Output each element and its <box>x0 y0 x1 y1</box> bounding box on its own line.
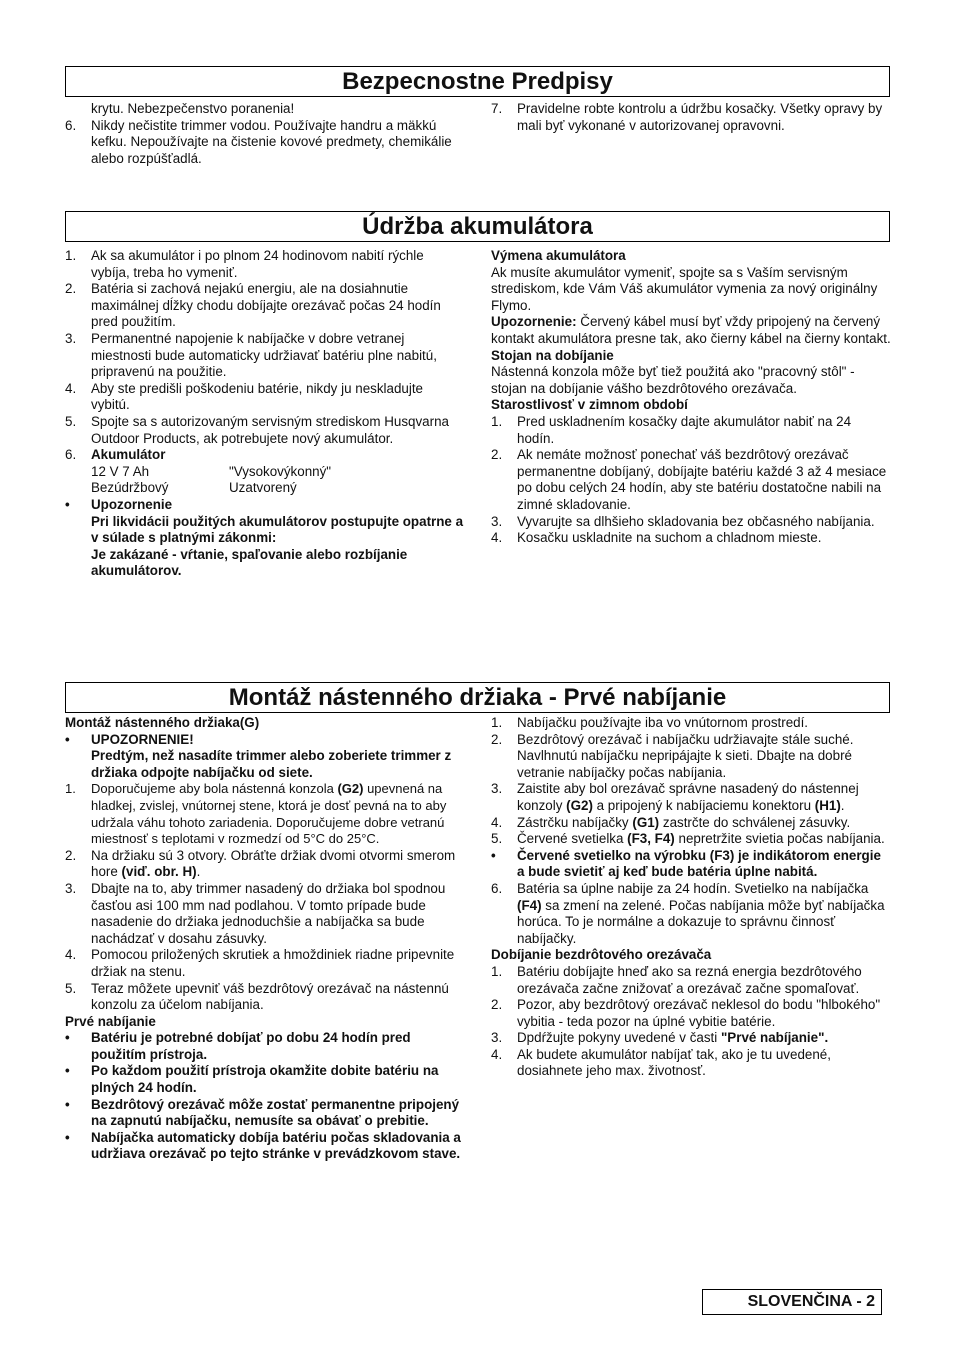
item-text: Batériu dobíjajte hneď ako sa rezná energia bezdrôtového orezávača začne znižovať a orezávač začne spomaľovať. <box>517 963 862 996</box>
item-text: Batéria si zachová nejakú energiu, ale na dosiahnutie maximálnej dĺžky chodu dobíjajte orezávač počas 24 hodín pred použitím. <box>91 281 441 330</box>
subheading-winter-care: Starostlivosť v zimnom období <box>491 397 688 413</box>
bullet-marker: • <box>65 1030 70 1046</box>
mount-step-4 <box>65 947 465 980</box>
item-text: Aby ste predišli poškodeniu batérie, nikdy ju neskladujte vybitú. <box>91 380 423 413</box>
bullet-marker: • <box>65 496 70 512</box>
winter-care-item <box>491 447 891 513</box>
item-number: 3. <box>65 880 77 896</box>
item-number: 5. <box>65 980 77 996</box>
battery-maintenance-item <box>65 331 465 381</box>
recharge-step-2 <box>491 997 891 1030</box>
item-text: Dpdŕžujte pokyny uvedené v časti <box>517 1030 721 1046</box>
battery-maintenance-item <box>65 381 465 414</box>
ref-code: (F3, F4) <box>627 831 675 847</box>
item-text: Po každom použití prístroja okamžite dobite batériu na plných 24 hodín. <box>91 1063 439 1096</box>
charge-step-6 <box>491 881 891 947</box>
note-label: Upozornenie: <box>491 314 577 330</box>
item-number: 6. <box>65 447 77 463</box>
page-footer-language-label: SLOVENČINA - 2 <box>702 1289 882 1315</box>
mount-step-5 <box>65 981 465 1014</box>
item-number: 4. <box>491 1046 503 1062</box>
battery-maintenance-item <box>65 414 465 447</box>
wall-mount-right-column <box>491 715 891 1080</box>
winter-care-item <box>491 530 891 547</box>
warning-heading: UPOZORNENIE! <box>91 731 194 747</box>
recharge-step-3 <box>491 1030 891 1047</box>
winter-care-item <box>491 414 891 447</box>
subheading-wall-mount: Montáž nástenného držiaka(G) <box>65 715 260 730</box>
paragraph: Ak musíte akumulátor vymeniť, spojte sa s Vaším servisným strediskom, kde Vám Váš akumulátor vymenia za nový originálny Flymo. <box>491 264 878 313</box>
section-title-battery-maintenance: Údržba akumulátora <box>65 211 890 242</box>
battery-left-column <box>65 248 465 580</box>
item-number: 1. <box>491 963 503 979</box>
item-text: Pred uskladnením kosačky dajte akumulátor nabiť na 24 hodín. <box>517 413 852 446</box>
safety-left-column <box>65 101 465 167</box>
recharge-step-4 <box>491 1047 891 1080</box>
bullet-marker: • <box>65 731 70 747</box>
charge-step-5 <box>491 831 891 848</box>
battery-right-column <box>491 248 891 547</box>
charge-step-4 <box>491 815 891 832</box>
battery-item-6 <box>65 447 465 464</box>
item-number: 2. <box>491 447 503 463</box>
item-text: Nabíjačku používajte iba vo vnútornom prostredí. <box>517 715 809 730</box>
item-number: 1. <box>65 248 77 263</box>
disposal-warning <box>65 497 465 580</box>
item-number: 3. <box>491 781 503 797</box>
item-text: Kosačku uskladnite na suchom a chladnom mieste. <box>517 530 822 546</box>
item-text: Vyvarujte sa dlhšieho skladovania bez občasného nabíjania. <box>517 513 875 529</box>
wall-mount-warning <box>65 732 465 782</box>
item-number: 6. <box>65 117 77 133</box>
spec-value: "Vysokovýkonný" <box>229 463 332 479</box>
subheading-recharging: Dobíjanie bezdrôtového orezávača <box>491 947 712 963</box>
ref-code: (viď. obr. H) <box>121 864 197 880</box>
item-number: 1. <box>65 781 76 797</box>
item-number: 4. <box>491 530 503 546</box>
item-text: Bezdrôtový orezávač i nabíjačku udržiavajte stále suché. Navlhnutú nabíjačku nepripájajte k sieti. Dbajte na dobré vetranie nabíjačky počas nabíjania. <box>517 731 854 780</box>
item-text: Zaistite aby bol orezávač správne nasadený do nástennej konzoly <box>517 781 859 813</box>
bullet-marker: • <box>65 1063 70 1079</box>
safety-right-column <box>491 101 891 134</box>
section-title-wall-mount: Montáž nástenného držiaka - Prvé nabíjanie <box>65 682 890 713</box>
item-text: nepretržite svietia počas nabíjania. <box>674 831 885 847</box>
item-text: Červené svetielka <box>517 831 628 847</box>
ref-code: (H1) <box>814 797 841 813</box>
recharge-step-1 <box>491 964 891 997</box>
item-text: Bezdrôtový orezávač môže zostať permanentne pripojený na zapnutú nabíjačku, nemusíte sa obávať o prebitie. <box>91 1096 460 1129</box>
item-number: 3. <box>491 1030 503 1046</box>
item-number: 4. <box>491 814 503 830</box>
item-text: Pomocou priložených skrutiek a hmoždiniek riadne pripevnite držiak na stenu. <box>91 947 455 979</box>
note-text: Červený kábel musí byť vždy pripojený na červený kontakt akumulátora presne tak, ako čierny kábel na čierny kontakt. <box>491 314 891 346</box>
item-number: 6. <box>491 880 503 896</box>
item-number: 5. <box>491 831 503 847</box>
safety-item-6 <box>65 118 465 168</box>
ref-code: (G1) <box>632 814 660 830</box>
item-number: 7. <box>491 101 503 116</box>
item-text: Nikdy nečistite trimmer vodou. Používajte handru a mäkkú kefku. Nepoužívajte na čistenie kovové predmety, chemikálie alebo rozpúšťadlá. <box>91 117 452 166</box>
charge-step-3 <box>491 781 891 814</box>
first-charge-item <box>65 1097 465 1130</box>
warning-heading: Upozornenie <box>91 496 173 512</box>
bullet-marker: • <box>491 847 496 863</box>
item-text: Batériu je potrebné dobíjať po dobu 24 hodín pred použitím prístroja. <box>91 1030 411 1062</box>
item-text: Nabíjačka automaticky dobíja batériu počas skladovania a udržiava orezávač po tejto stránke v prevádzkovom stave. <box>91 1129 461 1162</box>
warning-text: Je zakázané - vŕtanie, spaľovanie alebo rozbíjanie akumulátorov. <box>91 546 408 579</box>
battery-maintenance-list <box>65 248 465 447</box>
mount-step-1 <box>65 781 465 847</box>
item-text: Teraz môžete upevniť váš bezdrôtový orezávač na nástennú konzolu za účelom nabíjania. <box>91 980 449 1013</box>
first-charge-item <box>65 1130 465 1163</box>
safety-item-5-continued: krytu. Nebezpečenstvo poranenia! <box>91 101 295 116</box>
item-text: Dbajte na to, aby trimmer nasadený do držiaka bol spodnou časťou asi 100 mm nad podlahou. V tomto prípade bude nasadenie do držiaka jednoduchšie a nabíjačka sa bude nachádzať v dosahu zásuvky. <box>91 880 446 946</box>
subheading-charging-stand: Stojan na dobíjanie <box>491 347 614 363</box>
item-number: 4. <box>65 947 77 963</box>
item-text: Spojte sa s autorizovaným servisným strediskom Husqvarna Outdoor Products, ak potrebujete nový akumulátor. <box>91 413 449 446</box>
charge-step-1 <box>491 715 891 732</box>
safety-item-7 <box>491 101 891 134</box>
item-text: Batéria sa úplne nabije za 24 hodín. Svetielko na nabíjačka <box>517 880 869 896</box>
spec-value: Uzatvorený <box>229 480 297 496</box>
item-text: Na držiaku sú 3 otvory. Obráťte držiak dvomi otvormi smerom hore <box>91 847 456 880</box>
indicator-note <box>491 848 891 881</box>
item-text: upevnená na hladkej, zvislej, vnútornej stene, ktorá je dosť pevná na to aby udržala váhu tohoto zariadenia. Doporučujeme dobre vetranú miestnosť s teplotami v rozmedzí od 5°C do 25°C. <box>91 781 447 847</box>
first-charge-bullets <box>65 1030 465 1163</box>
item-text: . <box>196 864 201 880</box>
ref-code: (G2) <box>337 781 364 797</box>
item-text: Ak nemáte možnosť ponechať váš bezdrôtový orezávač permanentne dobíjaný, dobíjajte batériu každé 3 až 4 mesiace po dobu celých 24 hodín, aby ste batériu dostatočne nabili na zimné skladovanie. <box>517 447 887 512</box>
charge-step-2 <box>491 732 891 782</box>
subheading-battery-replacement: Výmena akumulátora <box>491 248 626 263</box>
item-text: sa zmení na zelené. Počas nabíjania môže byť nabíjačka horúca. To je normálne a dokazuje to správnu činnosť nabíjačky. <box>517 897 885 946</box>
item-number: 2. <box>491 997 503 1013</box>
warning-text: Pri likvidácii použitých akumulátorov postupujte opatrne a v súlade s platnými zákonmi: <box>91 513 464 546</box>
item-number: 1. <box>491 715 503 730</box>
battery-maintenance-item <box>65 248 465 281</box>
item-text: Červené svetielko na výrobku (F3) je indikátorom energie a bude svietiť aj keď bude batéria úplne nabitá. <box>517 847 881 880</box>
ref-code: "Prvé nabíjanie". <box>720 1030 829 1046</box>
mount-step-3 <box>65 881 465 947</box>
item-text: . <box>840 797 845 813</box>
item-number: 2. <box>65 281 77 297</box>
item-text: zastrčte do schválenej zásuvky. <box>659 814 851 830</box>
ref-code: (F4) <box>517 897 542 913</box>
wall-mount-left-column <box>65 715 465 1163</box>
first-charge-item <box>65 1030 465 1063</box>
item-text: Pozor, aby bezdrôtový orezávač neklesol do bodu "hlbokého" vybitia - teda pozor na úplné vybitie batérie. <box>517 997 881 1029</box>
item-text: a pripojený k nabíjaciemu konektoru <box>592 797 815 813</box>
winter-care-item <box>491 514 891 531</box>
item-number: 3. <box>491 513 503 529</box>
paragraph: Nástenná konzola môže byť tiež použitá ako "pracovný stôl" - stojan na dobíjanie vášho bezdrôtového orezávača. <box>491 364 855 396</box>
battery-spec-heading: Akumulátor <box>91 447 166 463</box>
item-number: 2. <box>65 847 77 863</box>
spec-key: 12 V 7 Ah <box>91 463 150 479</box>
mount-step-2 <box>65 848 465 881</box>
cable-note <box>491 314 891 347</box>
item-text: Zástrčku nabíjačky <box>517 814 633 830</box>
battery-spec-row <box>65 464 465 481</box>
bullet-marker: • <box>65 1129 70 1145</box>
item-text: Doporučujeme aby bola nástenná konzola <box>91 781 338 797</box>
winter-care-list <box>491 414 891 547</box>
item-number: 1. <box>491 413 503 429</box>
item-text: Ak sa akumulátor i po plnom 24 hodinovom nabití rýchle vybíja, treba ho vymeniť. <box>91 248 424 280</box>
section-title-safety: Bezpecnostne Predpisy <box>65 66 890 97</box>
item-text: Ak budete akumulátor nabíjať tak, ako je tu uvedené, dosiahnete jeho max. životnosť. <box>517 1046 831 1079</box>
first-charge-item <box>65 1063 465 1096</box>
bullet-marker: • <box>65 1096 70 1112</box>
item-number: 4. <box>65 380 77 396</box>
item-text: Permanentné napojenie k nabíjačke v dobre vetranej miestnosti bude automaticky udržiavať batériu plne nabitú, pripravenú na použitie. <box>91 330 437 380</box>
battery-maintenance-item <box>65 281 465 331</box>
ref-code: (G2) <box>566 797 593 813</box>
item-number: 3. <box>65 330 77 346</box>
item-text: Pravidelne robte kontrolu a údržbu kosačky. Všetky opravy by mali byť vykonané v autorizovanej opravovni. <box>517 101 883 133</box>
subheading-first-charge: Prvé nabíjanie <box>65 1013 156 1029</box>
spec-key: Bezúdržbový <box>91 480 169 496</box>
warning-text: Predtým, než nasadíte trimmer alebo zoberiete trimmer z držiaka odpojte nabíjačku od siete. <box>91 748 452 780</box>
item-number: 2. <box>491 731 503 747</box>
item-number: 5. <box>65 413 77 429</box>
battery-spec-row <box>65 480 465 497</box>
